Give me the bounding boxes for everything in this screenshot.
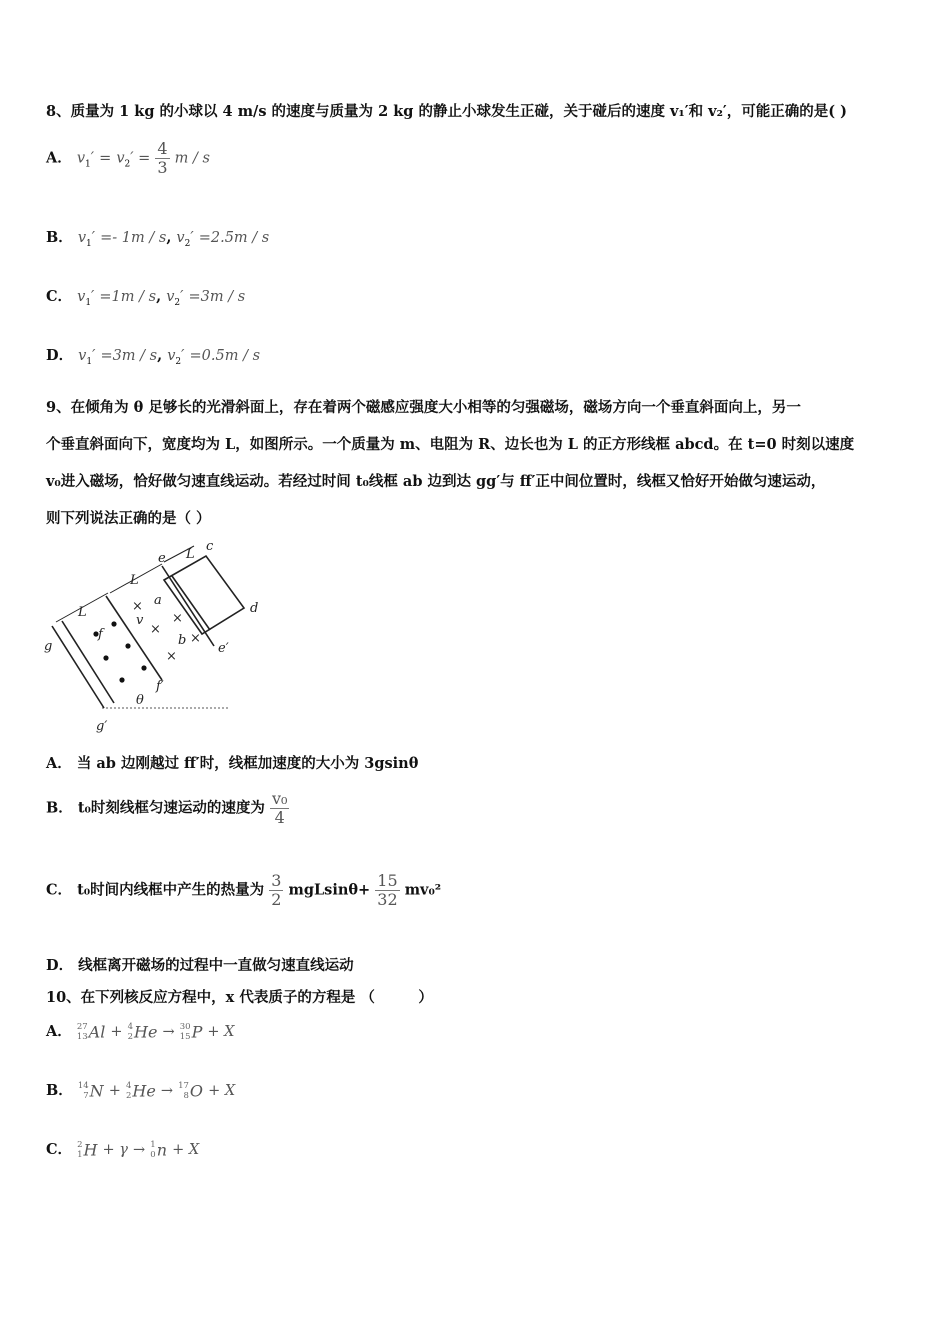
svg-text:g: g [44, 639, 53, 654]
svg-text:c: c [206, 539, 214, 554]
q9-stem: 9、在倾角为 θ 足够长的光滑斜面上，存在着两个磁感应强度大小相等的匀强磁场，磁场方向一个垂直斜面向上，另一 个垂直斜面向下，宽度均为 L，如图所示。一个质量为 m、电阻为 R、边长也为 L 的正方形线框 abcd。在 t=0 时刻以速度 v₀进入磁场，恰好做匀速直线运动。若经过时间 t₀线框 ab 边到达 gg′与 ff′正中间位置时，线框又恰好开始做匀速运动， 则下列说法正确的是（ ） [46, 399, 855, 527]
svg-text:×: × [172, 611, 183, 626]
fraction: $\frac{4}{3}$ [157, 139, 168, 177]
q9-option-b[interactable]: B． t₀时刻线框匀速运动的速度为 $\frac{\text{v₀}}{4}$ [46, 789, 288, 827]
q8-option-d[interactable]: D． $v_1' =3m / s$, $v_2' =0.5m / s$ [46, 347, 261, 367]
q10-option-c[interactable]: C． 2 1 H + γ → 1 0 n + X [46, 1140, 200, 1160]
svg-text:×: × [166, 649, 177, 664]
q8-option-a[interactable]: A． $v_1' = v_2'$ = $\frac{4}{3}$ m / s [46, 139, 210, 177]
svg-text:v: v [136, 613, 144, 628]
q9-option-a[interactable]: A． 当 ab 边刚越过 ff′时，线框加速度的大小为 3gsinθ [46, 755, 419, 772]
svg-text:×: × [150, 622, 161, 637]
q8-stem: 8、质量为 1 kg 的小球以 4 m/s 的速度与质量为 2 kg 的静止小球发生正碰，关于碰后的速度 v₁′和 v₂′，可能正确的是( ) [46, 103, 848, 120]
q9-option-d[interactable]: D． 线框离开磁场的过程中一直做匀速直线运动 [46, 957, 354, 974]
svg-text:×: × [190, 631, 201, 646]
svg-text:f′: f′ [156, 679, 164, 694]
magnetic-field-diagram [44, 538, 279, 738]
q9-option-c[interactable]: C． t₀时间内线框中产生的热量为 $\frac{3}{2}$ mgLsinθ+ $\frac{15}{32}$ mv₀² [46, 871, 442, 909]
fraction: $\frac{\text{v₀}}{4}$ [271, 789, 288, 827]
q8-option-b[interactable]: B． $v_1' =- 1m / s$, $v_2' =2.5m / s$ [46, 229, 270, 249]
svg-text:b: b [178, 633, 187, 648]
q10-option-a[interactable]: A． 27 13 Al + 4 2 He → 30 15 P + X [46, 1022, 235, 1042]
svg-text:e′: e′ [218, 641, 229, 656]
svg-text:θ: θ [136, 693, 144, 708]
svg-text:a: a [154, 593, 162, 608]
label-L1: L [78, 605, 87, 620]
fraction: $\frac{15}{32}$ [377, 871, 398, 909]
q8-option-c[interactable]: C． $v_1' =1m / s$, $v_2' =3m / s$ [46, 288, 246, 308]
svg-text:e: e [158, 551, 166, 566]
svg-text:d: d [250, 601, 259, 616]
option-label: A． [46, 149, 72, 167]
label-L3: L [186, 547, 195, 562]
q10-stem: 10、在下列核反应方程中，x 代表质子的方程是 （ ） [46, 989, 433, 1006]
svg-text:f: f [98, 627, 103, 642]
label-L2: L [130, 573, 139, 588]
q10-option-b[interactable]: B． 14 7 N + 4 2 He → 17 8 O + X [46, 1081, 236, 1101]
fraction: $\frac{3}{2}$ [271, 871, 282, 909]
svg-text:×: × [132, 599, 143, 614]
svg-text:g′: g′ [96, 719, 108, 734]
